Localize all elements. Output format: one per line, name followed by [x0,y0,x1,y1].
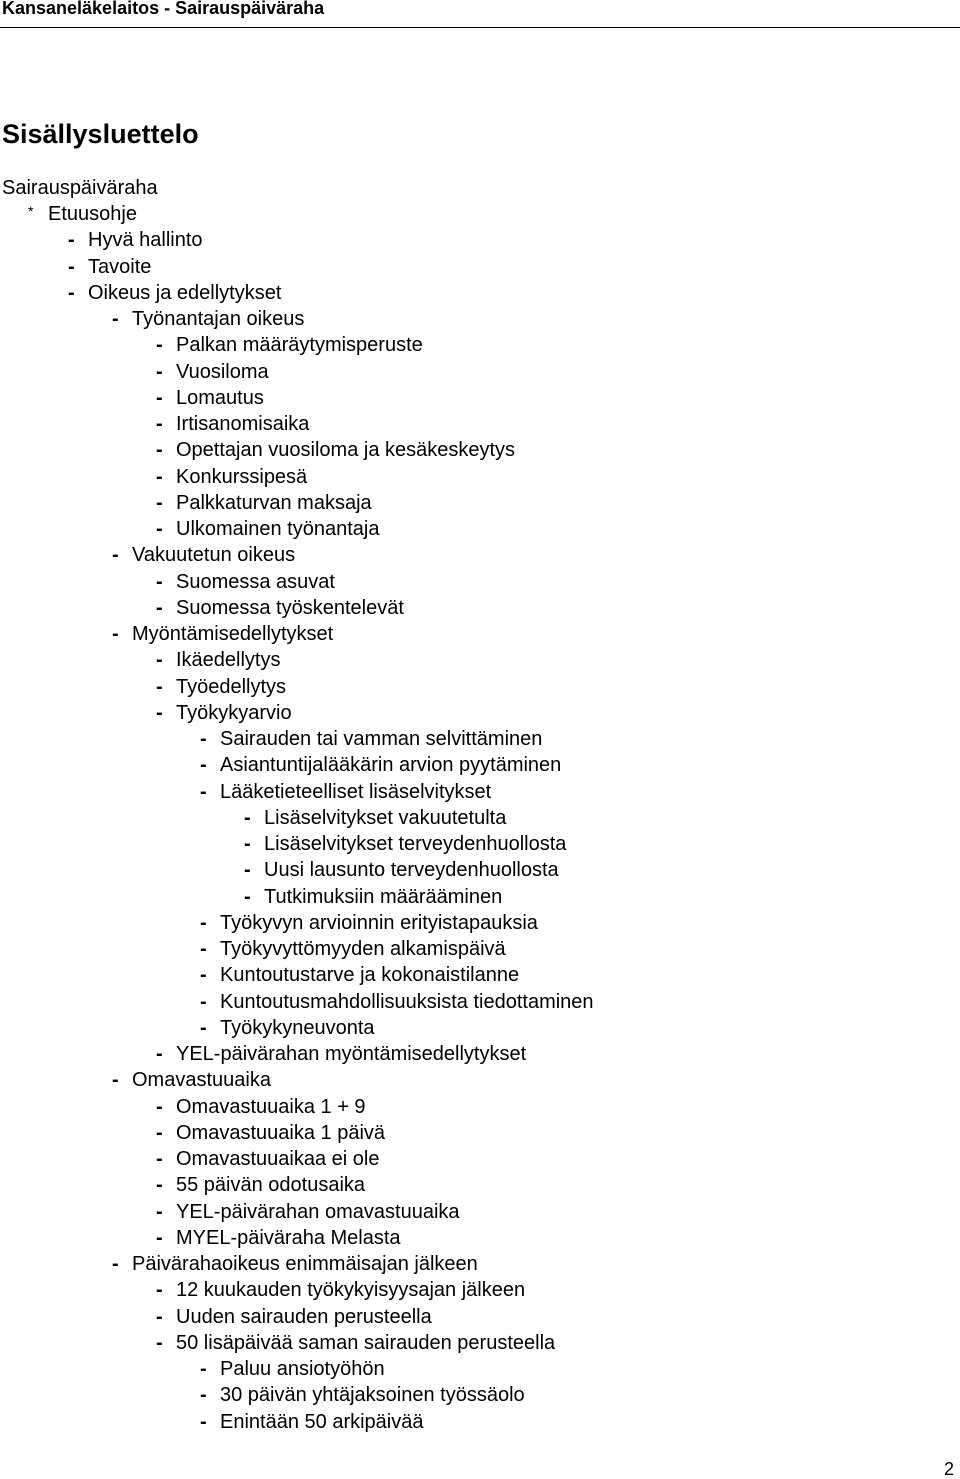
toc-item [0,595,960,621]
toc-item-label: Päivärahaoikeus enimmäisajan jälkeen [132,1253,478,1275]
toc-item [0,1041,960,1067]
toc-item [0,1146,960,1172]
toc-item-marker: * [28,203,34,219]
toc-item-label: Lääketieteelliset lisäselvitykset [220,780,492,803]
toc-root-item: Sairauspäiväraha [2,177,158,199]
toc-item-label: Asiantuntijalääkärin arvion pyytäminen [220,754,562,777]
toc-item-label: 55 päivän odotusaika [176,1174,366,1197]
toc-item-marker: - [156,413,163,435]
toc-item-marker: - [68,229,75,252]
toc-heading: Sisällysluettelo [2,119,199,149]
toc-item [0,332,960,358]
toc-item-marker: - [200,1016,207,1039]
toc-item-marker: - [200,1358,207,1380]
toc-item-label: Suomessa työskentelevät [176,596,404,619]
toc-item [0,569,960,595]
toc-item-marker: - [156,1279,163,1302]
toc-item-marker: - [156,1200,163,1223]
page-number: 2 [943,1459,954,1479]
toc-item-marker: - [156,649,163,672]
toc-item-label: Ikäedellytys [176,649,281,672]
toc-item [0,464,960,490]
toc-item [0,1382,960,1408]
toc-item-marker: - [156,334,163,357]
toc-item-label: Ulkomainen työnantaja [176,518,380,540]
toc-item-label: Suomessa asuvat [176,570,335,593]
toc-item-label: Etuusohje [48,203,137,225]
toc-item [0,437,960,463]
toc-item-label: Vakuutetun oikeus [132,544,296,567]
toc-item-marker: - [156,465,163,488]
toc-item-label: Kuntoutusmahdollisuuksista tiedottaminen [220,990,594,1013]
toc-item-marker: - [156,701,163,724]
toc-item-label: Omavastuuaika 1 päivä [176,1121,386,1144]
toc-item-marker: - [156,1174,163,1197]
toc-item-marker: - [200,1410,207,1433]
toc-item-marker: - [156,1121,163,1144]
toc-item-marker: - [112,623,119,645]
toc-item-label: Paluu ansiotyöhön [220,1358,385,1380]
toc-item [0,805,960,831]
toc-item-marker: - [200,754,207,777]
toc-item-label: YEL-päivärahan omavastuuaika [176,1200,460,1223]
toc-item-marker: - [200,938,207,960]
toc-item [0,989,960,1015]
toc-item-marker: - [156,1305,163,1328]
toc-item-label: 50 lisäpäivää saman sairauden perusteella [176,1331,556,1354]
toc-item-marker: - [200,728,207,750]
toc-item-label: Myöntämisedellytykset [132,623,334,645]
toc-item-label: Kuntoutustarve ja kokonaistilanne [220,964,520,987]
toc-item-label: Lisäselvitykset vakuutetulta [264,806,507,829]
toc-item-label: 12 kuukauden työkykyisyysajan jälkeen [176,1279,526,1302]
toc-item [0,306,960,332]
toc-item-label: Omavastuuaika [132,1069,271,1092]
toc-item-marker: - [112,1069,119,1092]
toc-item [0,1225,960,1251]
header-title: Kansaneläkelaitos - Sairauspäiväraha [2,0,325,18]
toc-item-label: Lomautus [176,386,264,409]
toc-item [0,1304,960,1330]
toc-item [0,621,960,647]
toc-item-label: Omavastuuaikaa ei ole [176,1148,380,1170]
toc-item-label: Oikeus ja edellytykset [88,281,282,304]
toc-item [0,700,960,726]
toc-item-marker: - [200,911,207,934]
toc-item-marker: - [112,1253,119,1275]
toc-item-label: YEL-päivärahan myöntämisedellytykset [176,1043,527,1065]
toc-item-marker: - [156,596,163,619]
toc-item-marker: - [244,833,251,855]
toc-item [0,359,960,385]
toc-item-marker: - [156,1331,163,1354]
toc-item-marker: - [68,281,75,304]
toc-item-label: Työedellytys [176,675,287,698]
toc-item-marker: - [200,780,207,803]
toc-item [0,962,960,988]
toc-item-marker: - [68,255,75,278]
toc-item-marker: - [200,990,207,1013]
toc-item-label: Työnantajan oikeus [132,308,305,330]
toc-item [0,385,960,411]
toc-list [0,201,960,1435]
toc-item [0,1409,960,1435]
toc-item-marker: - [200,1384,207,1407]
toc-item-marker: - [244,885,251,908]
toc-item-label: Uusi lausunto terveydenhuollosta [264,859,559,882]
toc-item [0,1251,960,1277]
toc-item-marker: - [200,964,207,987]
toc-item-label: Tavoite [88,255,152,278]
toc-item-marker: - [112,308,119,330]
toc-item [0,1199,960,1225]
toc-item [0,857,960,883]
toc-item-label: Työkyvyttömyyden alkamispäivä [220,938,506,960]
toc-item-marker: - [244,806,251,829]
toc-item [0,1330,960,1356]
toc-item [0,490,960,516]
toc-item-marker: - [156,570,163,593]
toc-item-marker: - [112,544,119,567]
toc-item-marker: - [156,491,163,514]
toc-item [0,1094,960,1120]
toc-item [0,254,960,280]
toc-item [0,936,960,962]
toc-item-marker: - [156,439,163,462]
toc-item-label: Työkykyarvio [176,701,292,724]
toc-item [0,1067,960,1093]
toc-item-marker: - [156,518,163,540]
toc-item-label: Hyvä hallinto [88,229,203,252]
toc-item-label: Uuden sairauden perusteella [176,1305,432,1328]
toc-item-label: Enintään 50 arkipäivää [220,1410,424,1433]
toc-item-label: Sairauden tai vamman selvittäminen [220,728,543,750]
toc-item-label: Konkurssipesä [176,465,308,488]
toc-item [0,227,960,253]
toc-item [0,1172,960,1198]
toc-item-label: 30 päivän yhtäjaksoinen työssäolo [220,1384,525,1407]
toc-item-marker: - [156,1226,163,1249]
toc-item-label: Tutkimuksiin määrääminen [264,885,503,908]
toc-item-marker: - [244,859,251,882]
toc-item [0,411,960,437]
toc-item [0,910,960,936]
toc-item-label: Työkykyneuvonta [220,1016,375,1039]
toc-item [0,1277,960,1303]
toc-item [0,647,960,673]
toc-item-label: Lisäselvitykset terveydenhuollosta [264,833,567,855]
toc-item-marker: - [156,386,163,409]
toc-item-marker: - [156,1043,163,1065]
toc-item [0,542,960,568]
toc-item-label: Vuosiloma [176,360,269,383]
toc-item [0,516,960,542]
toc-item-label: Opettajan vuosiloma ja kesäkeskeytys [176,439,516,462]
toc-item [0,752,960,778]
toc-item-label: MYEL-päiväraha Melasta [176,1226,401,1249]
toc-item-label: Työkyvyn arvioinnin erityistapauksia [220,911,538,934]
toc-item-marker: - [156,675,163,698]
toc-item-label: Omavastuuaika 1 + 9 [176,1095,366,1118]
toc-item [0,201,960,227]
toc-item [0,1120,960,1146]
toc-item-label: Palkan määräytymisperuste [176,334,423,357]
toc-item-marker: - [156,360,163,383]
toc-item-label: Irtisanomisaika [176,413,310,435]
toc-item [0,280,960,306]
toc-item [0,831,960,857]
toc-item-marker: - [156,1095,163,1118]
toc-item [0,779,960,805]
toc-item [0,1356,960,1382]
toc-item [0,884,960,910]
toc-item [0,726,960,752]
toc-item-label: Palkkaturvan maksaja [176,491,372,514]
toc-item [0,1015,960,1041]
toc-item-marker: - [156,1148,163,1170]
toc-item [0,674,960,700]
page-header [0,0,960,28]
